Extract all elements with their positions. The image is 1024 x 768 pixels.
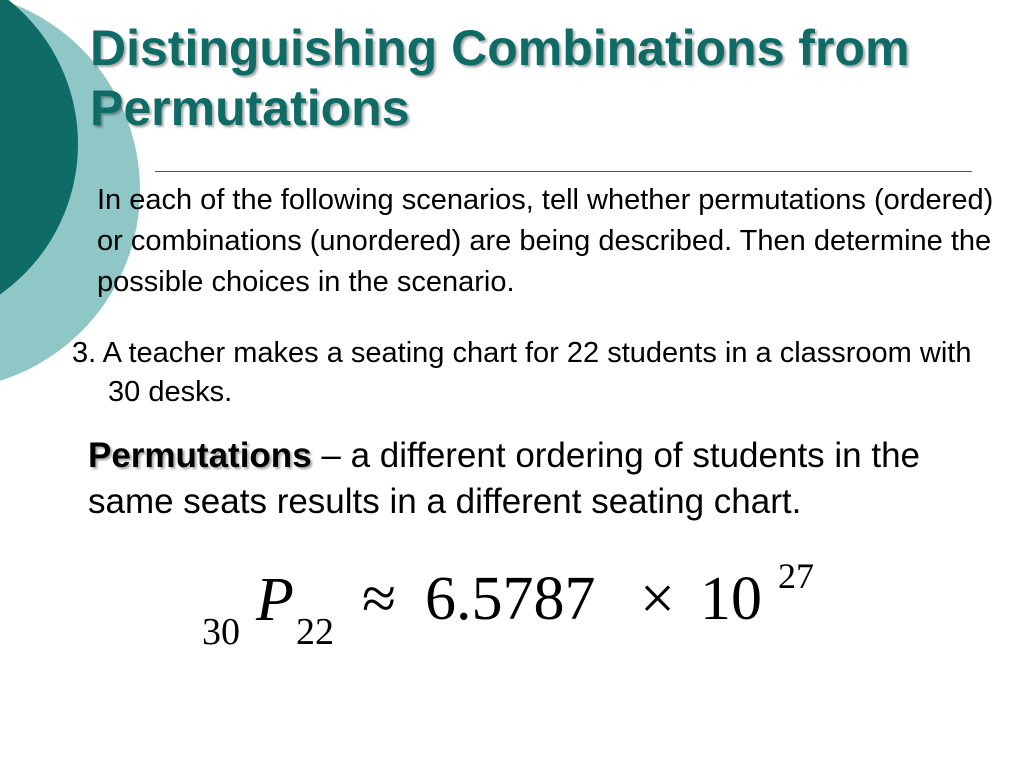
formula-times-sign: × [640,565,675,633]
formula-mantissa: 6.5787 [425,565,596,633]
slide-title: Distinguishing Combinations from Permutations [90,20,910,136]
formula-k: 22 [296,611,334,653]
formula-exponent: 27 [778,556,814,596]
formula-base: 10 [700,565,762,633]
scenario-3-text: 3. A teacher makes a seating chart for 22 students in a classroom with 30 desks. [72,337,972,408]
answer-term: Permutations [88,436,312,475]
formula-permutation-symbol: P [256,566,294,634]
formula-approx-sign: ≈ [362,565,397,633]
instructions-text: In each of the following scenarios, tell whether permutations (ordered) or combinations (unordered) are being described. Then determine the possible choices in the scenario. [97,184,994,298]
formula-n: 30 [202,611,240,653]
answer-explanation: – a different ordering of students in the same seats results in a different seating chart. [88,436,921,521]
